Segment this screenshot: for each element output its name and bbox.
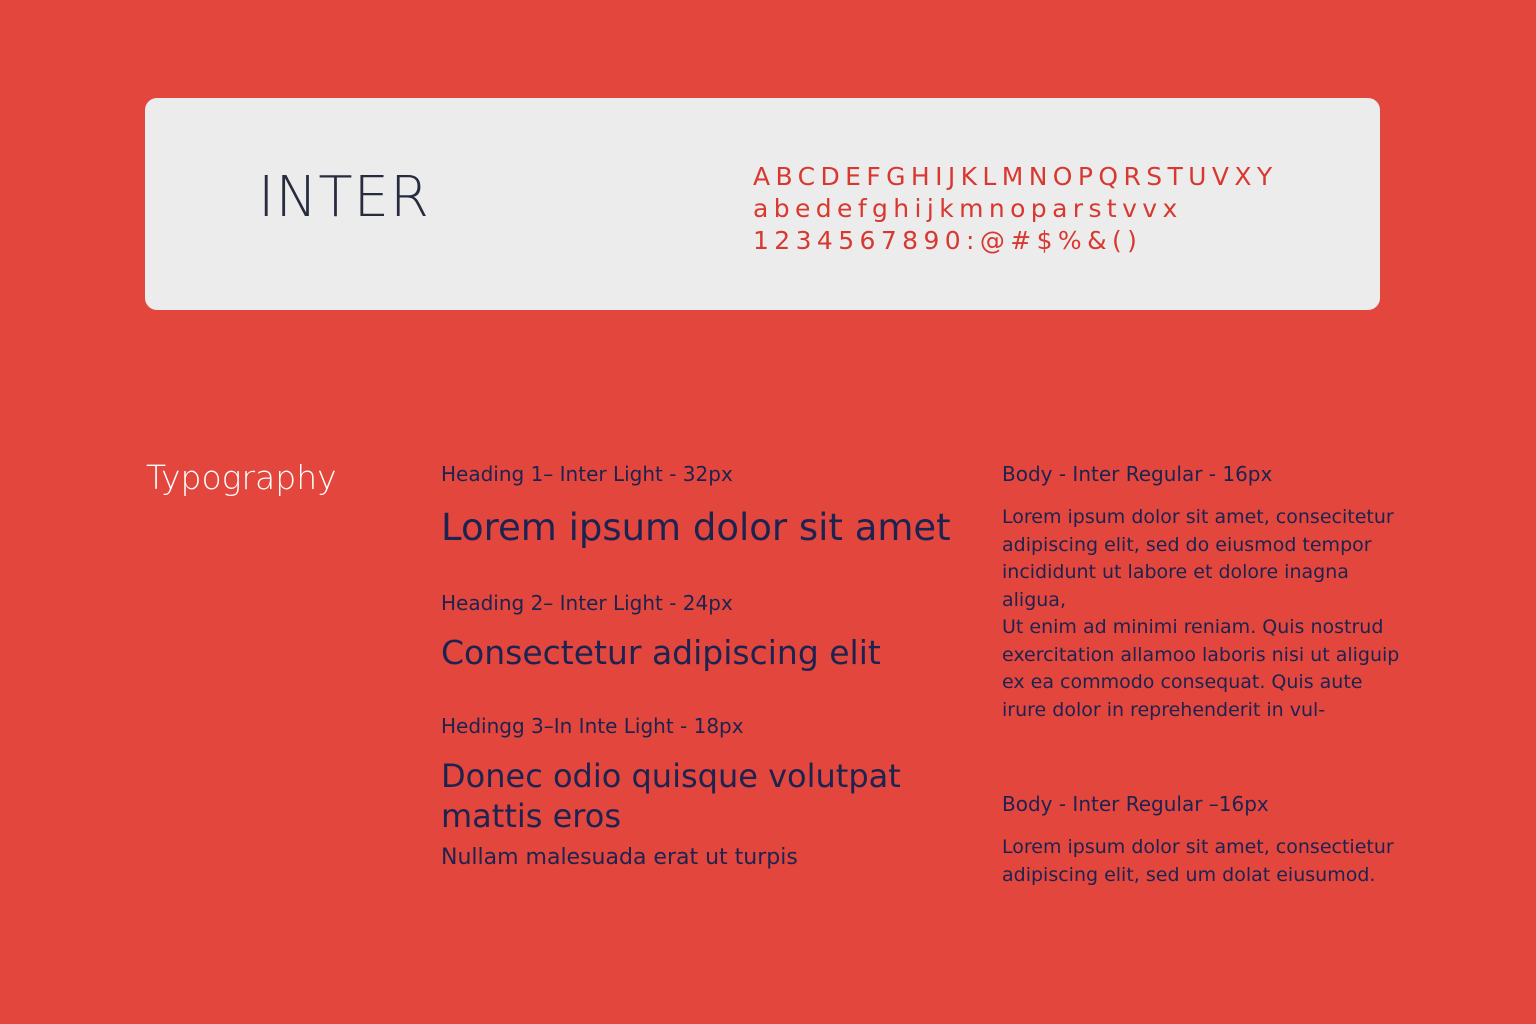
body-1-label: Body - Inter Regular - 16px — [1002, 462, 1273, 486]
body-1-line: Ut enim ad minimi reniam. Quis nostrud — [1002, 616, 1384, 638]
heading-3-sample: Donec odio quisque volutpat mattis eros — [441, 757, 901, 835]
heading-3-subtext: Nullam malesuada erat ut turpis — [441, 845, 798, 870]
heading-2-sample: Consectetur adipiscing elit — [441, 633, 881, 672]
glyph-row-uppercase: ABCDEFGHIJKLMNOPQRSTUVXY — [753, 162, 1278, 191]
section-title: Typography — [146, 458, 337, 497]
body-1-line: irure dolor in reprehenderit in vul- — [1002, 698, 1326, 721]
body-2-line: adipiscing elit, sed um dolat eiusumod. — [1002, 863, 1376, 886]
body-1-sample — [1002, 504, 1402, 724]
glyph-row-numerals: 1234567890:@#$%&() — [753, 226, 1143, 255]
heading-1-label: Heading 1– Inter Light - 32px — [441, 462, 733, 486]
body-1-line: Lorem ipsum dolor sit amet, consecitetur — [1002, 506, 1394, 528]
heading-1-sample: Lorem ipsum dolor sit amet — [441, 506, 951, 549]
body-1-line: ex ea commodo consequat. Quis aute — [1002, 671, 1363, 693]
body-2-line: Lorem ipsum dolor sit amet, consectietur — [1002, 836, 1394, 858]
heading-3-label: Hedingg 3–In Inte Light - 18px — [441, 714, 744, 738]
glyph-set — [753, 161, 1278, 257]
body-2-sample — [1002, 834, 1402, 889]
font-specimen-card — [145, 98, 1380, 310]
body-2-label: Body - Inter Regular –16px — [1002, 792, 1269, 816]
body-1-line: exercitation allamoo laboris nisi ut aliguip — [1002, 643, 1400, 666]
heading-specs-column — [441, 461, 961, 872]
body-specs-column — [1002, 461, 1402, 889]
heading-2-label: Heading 2– Inter Light - 24px — [441, 591, 733, 615]
body-1-line: incididunt ut labore et dolore inagna aligua, — [1002, 561, 1349, 611]
body-1-line: adipiscing elit, sed do eiusmod tempor — [1002, 533, 1372, 556]
font-name: INTER — [258, 165, 430, 230]
glyph-row-lowercase: abedefghijkmnoparstvvx — [753, 194, 1183, 223]
